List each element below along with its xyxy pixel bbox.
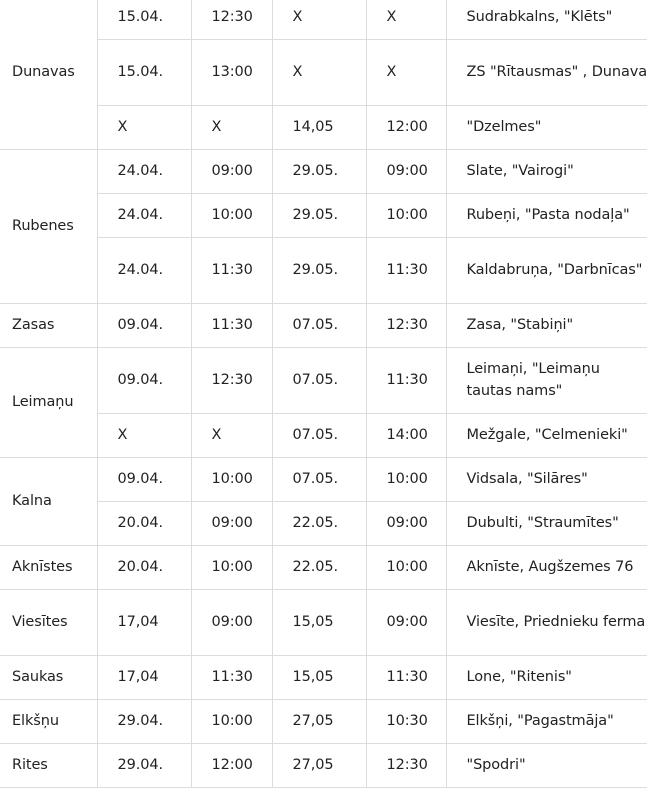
second-time-cell: 09:00 [366, 501, 446, 545]
second-date-cell: 15,05 [272, 589, 366, 655]
second-date-cell: 29.05. [272, 193, 366, 237]
second-time-cell: 11:30 [366, 237, 446, 303]
location-cell: Vidsala, "Silāres" [446, 457, 647, 501]
first-date-cell: 29.04. [97, 743, 191, 787]
first-date-cell: 20.04. [97, 501, 191, 545]
parish-name-cell: Elkšņu [0, 699, 97, 743]
first-date-cell: 09.04. [97, 303, 191, 347]
second-date-cell: 22.05. [272, 501, 366, 545]
first-date-cell: 09.04. [97, 457, 191, 501]
location-cell: Lone, "Ritenis" [446, 655, 647, 699]
second-time-cell: 12:30 [366, 303, 446, 347]
second-date-cell: 27,05 [272, 743, 366, 787]
second-time-cell: 12:30 [366, 743, 446, 787]
location-cell: Rubeņi, "Pasta nodaļa" [446, 193, 647, 237]
first-date-cell: 29.04. [97, 699, 191, 743]
location-cell: Elkšņi, "Pagastmāja" [446, 699, 647, 743]
location-cell: "Spodri" [446, 743, 647, 787]
second-time-cell: X [366, 39, 446, 105]
location-cell: Leimaņi, "Leimaņu tautas nams" [446, 347, 647, 413]
first-date-cell: 20.04. [97, 545, 191, 589]
table-row [0, 743, 647, 787]
first-time-cell: 12:30 [191, 0, 272, 39]
table-row [0, 545, 647, 589]
second-time-cell: X [366, 0, 446, 39]
first-time-cell: 12:00 [191, 743, 272, 787]
table-row [0, 413, 647, 457]
second-time-cell: 10:00 [366, 193, 446, 237]
first-date-cell: X [97, 413, 191, 457]
first-time-cell: 11:30 [191, 237, 272, 303]
table-row [0, 193, 647, 237]
second-time-cell: 11:30 [366, 347, 446, 413]
first-date-cell: X [97, 105, 191, 149]
location-cell: Kaldabruņa, "Darbnīcas" [446, 237, 647, 303]
second-date-cell: 14,05 [272, 105, 366, 149]
location-cell: "Dzelmes" [446, 105, 647, 149]
second-time-cell: 12:00 [366, 105, 446, 149]
first-date-cell: 15.04. [97, 0, 191, 39]
table-row [0, 105, 647, 149]
first-time-cell: 09:00 [191, 149, 272, 193]
first-time-cell: 10:00 [191, 193, 272, 237]
second-time-cell: 10:30 [366, 699, 446, 743]
first-time-cell: 10:00 [191, 457, 272, 501]
table-row [0, 457, 647, 501]
first-date-cell: 09.04. [97, 347, 191, 413]
parish-name-cell: Dunavas [0, 0, 97, 149]
parish-name-cell: Rubenes [0, 149, 97, 303]
first-time-cell: 10:00 [191, 545, 272, 589]
location-cell: Aknīste, Augšzemes 76 [446, 545, 647, 589]
second-date-cell: 29.05. [272, 237, 366, 303]
parish-name-cell: Saukas [0, 655, 97, 699]
location-cell: ZS "Rītausmas" , Dunava [446, 39, 647, 105]
parish-name-cell: Aknīstes [0, 545, 97, 589]
second-date-cell: 07.05. [272, 347, 366, 413]
first-time-cell: 11:30 [191, 303, 272, 347]
table-row [0, 655, 647, 699]
table-row [0, 303, 647, 347]
second-date-cell: X [272, 39, 366, 105]
second-date-cell: 29.05. [272, 149, 366, 193]
parish-name-cell: Zasas [0, 303, 97, 347]
parish-name-cell: Rites [0, 743, 97, 787]
second-date-cell: 27,05 [272, 699, 366, 743]
table-row [0, 347, 647, 413]
second-time-cell: 09:00 [366, 149, 446, 193]
table-row [0, 699, 647, 743]
table-row [0, 39, 647, 105]
first-time-cell: 12:30 [191, 347, 272, 413]
first-date-cell: 24.04. [97, 149, 191, 193]
parish-name-cell: Viesītes [0, 589, 97, 655]
table-row [0, 501, 647, 545]
first-date-cell: 15.04. [97, 39, 191, 105]
second-date-cell: 07.05. [272, 303, 366, 347]
first-date-cell: 24.04. [97, 193, 191, 237]
table-row [0, 237, 647, 303]
table-row [0, 149, 647, 193]
first-date-cell: 24.04. [97, 237, 191, 303]
first-date-cell: 17,04 [97, 589, 191, 655]
first-time-cell: 09:00 [191, 501, 272, 545]
first-date-cell: 17,04 [97, 655, 191, 699]
second-time-cell: 10:00 [366, 545, 446, 589]
first-time-cell: 09:00 [191, 589, 272, 655]
location-cell: Dubulti, "Straumītes" [446, 501, 647, 545]
first-time-cell: 10:00 [191, 699, 272, 743]
parish-name-cell: Kalna [0, 457, 97, 545]
second-date-cell: 15,05 [272, 655, 366, 699]
second-time-cell: 09:00 [366, 589, 446, 655]
second-date-cell: X [272, 0, 366, 39]
second-date-cell: 22.05. [272, 545, 366, 589]
location-cell: Sudrabkalns, "Klēts" [446, 0, 647, 39]
second-date-cell: 07.05. [272, 413, 366, 457]
location-cell: Mežgale, "Celmenieki" [446, 413, 647, 457]
location-cell: Slate, "Vairogi" [446, 149, 647, 193]
table-row [0, 0, 647, 39]
first-time-cell: 13:00 [191, 39, 272, 105]
second-date-cell: 07.05. [272, 457, 366, 501]
first-time-cell: X [191, 105, 272, 149]
table-row [0, 589, 647, 655]
first-time-cell: X [191, 413, 272, 457]
first-time-cell: 11:30 [191, 655, 272, 699]
second-time-cell: 11:30 [366, 655, 446, 699]
location-cell: Zasa, "Stabiņi" [446, 303, 647, 347]
second-time-cell: 14:00 [366, 413, 446, 457]
second-time-cell: 10:00 [366, 457, 446, 501]
location-cell: Viesīte, Priednieku ferma [446, 589, 647, 655]
parish-name-cell: Leimaņu [0, 347, 97, 457]
